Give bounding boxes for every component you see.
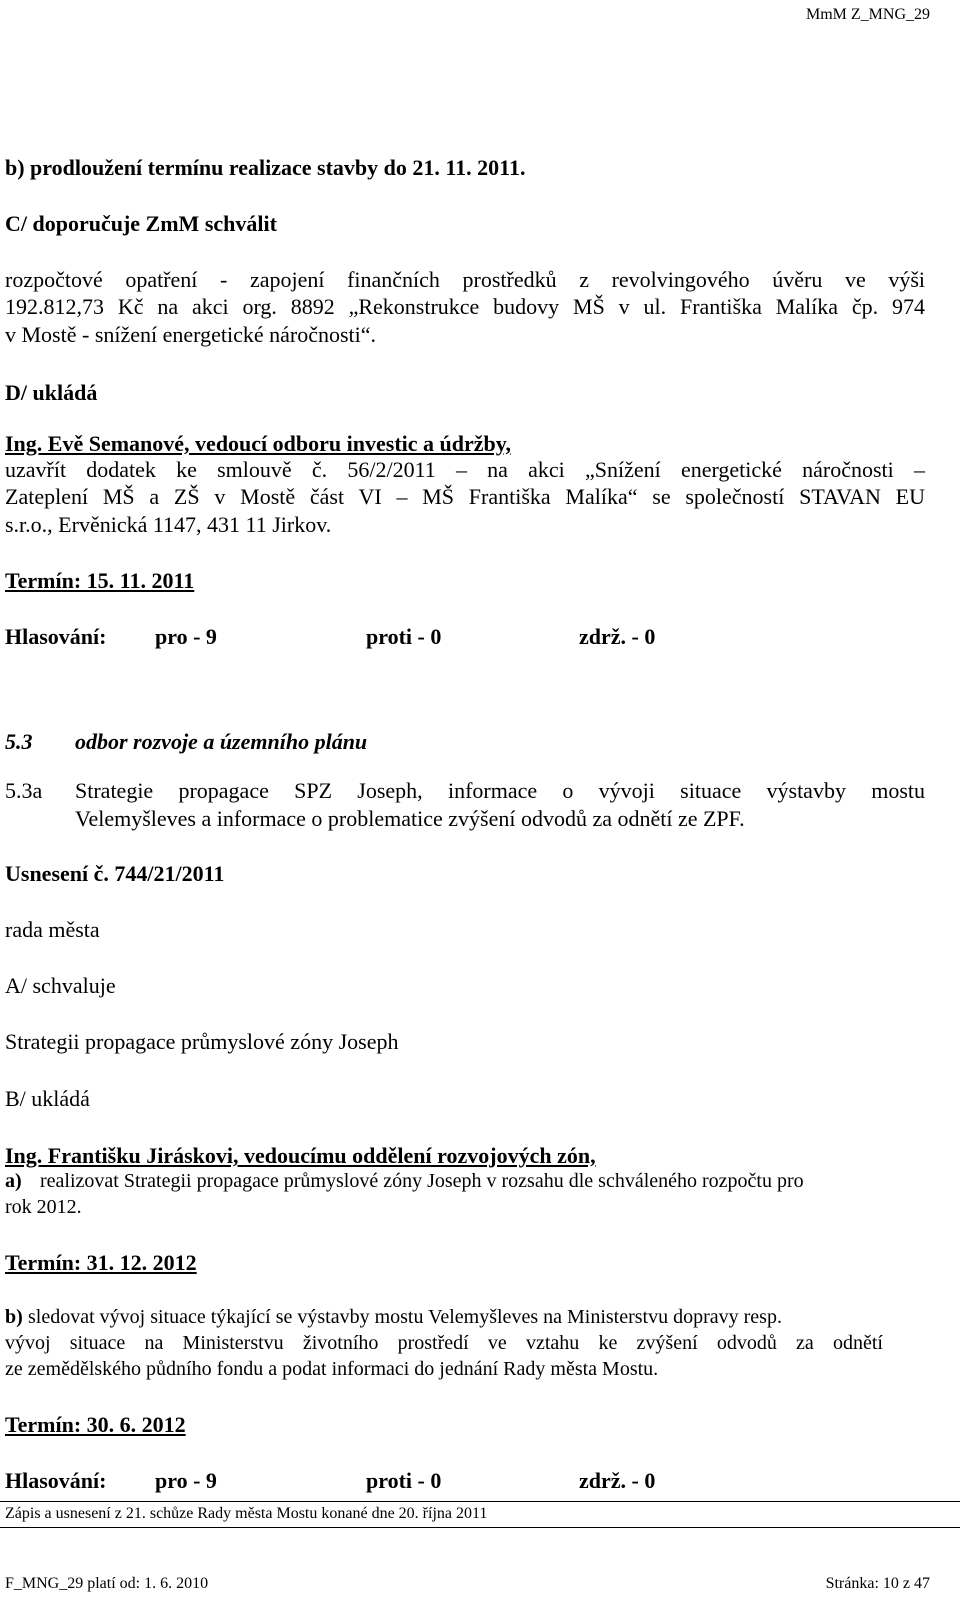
vote-pro: pro - 9 (155, 624, 217, 649)
section-d-line-2: Zateplení MŠ a ZŠ v Mostě část VI – MŠ Františka Malíka“ se společností STAVAN EU (5, 484, 925, 509)
responsible-person: Ing. Františku Jiráskovi, vedoucímu oddělení rozvojových zón, (5, 1143, 596, 1168)
document-code: MmM Z_MNG_29 (805, 6, 930, 23)
tasks-heading: B/ ukládá (5, 1086, 90, 1111)
task-b-line-1: sledovat vývoj situace týkající se výstavby mostu Velemyšleves na Ministerstvu dopravy resp. (28, 1306, 782, 1328)
extension-text: b) prodloužení termínu realizace stavby do 21. 11. 2011. (5, 155, 526, 180)
vote-proti: proti - 0 (366, 624, 442, 649)
task-b-label: b) (5, 1306, 23, 1328)
footer-divider (0, 1527, 960, 1528)
task-b-line-3: ze zemědělského půdního fondu a podat informaci do jednání Rady města Mostu. (5, 1358, 659, 1380)
section-c-line-3: v Mostě - snížení energetické náročnosti“. (5, 322, 377, 347)
section-d-line-3: s.r.o., Ervěnická 1147, 431 11 Jirkov. (5, 512, 332, 537)
item-title-line-1: Strategie propagace SPZ Joseph, informace o vývoji situace výstavby mostu (75, 778, 925, 803)
deadline: Termín: 31. 12. 2012 (5, 1250, 197, 1275)
deadline: Termín: 30. 6. 2012 (5, 1412, 186, 1437)
vote-pro: pro - 9 (155, 1468, 217, 1493)
section-d-line-1: uzavřít dodatek ke smlouvě č. 56/2/2011 – na akci „Snížení energetické náročnosti – (5, 457, 925, 482)
deadline: Termín: 15. 11. 2011 (5, 568, 195, 593)
vote-label: Hlasování: (5, 624, 107, 649)
section-c-line-1: rozpočtové opatření - zapojení finančních prostředků z revolvingového úvěru ve výši (5, 267, 925, 292)
task-a-line-2: rok 2012. (5, 1196, 82, 1218)
approved-item: Strategii propagace průmyslové zóny Joseph (5, 1029, 399, 1054)
section-title: odbor rozvoje a územního plánu (75, 729, 368, 754)
approves-heading: A/ schvaluje (5, 973, 116, 998)
vote-zdrz: zdrž. - 0 (579, 624, 656, 649)
footer-divider (0, 1501, 960, 1502)
task-a-label: a) (5, 1170, 22, 1192)
footer-minutes: Zápis a usnesení z 21. schůze Rady města Mostu konané dne 20. října 2011 (5, 1505, 488, 1522)
extension-item (5, 155, 525, 181)
section-number: 5.3 (5, 729, 33, 754)
vote-label: Hlasování: (5, 1468, 107, 1493)
item-title-line-2: Velemyšleves a informace o problematice zvýšení odvodů za odnětí ze ZPF. (75, 806, 745, 831)
section-c-heading: C/ doporučuje ZmM schválit (5, 211, 277, 236)
section-d-heading: D/ ukládá (5, 380, 98, 405)
footer-form-validity: F_MNG_29 platí od: 1. 6. 2010 (5, 1575, 209, 1592)
footer-page-number: Stránka: 10 z 47 (825, 1575, 930, 1592)
vote-zdrz: zdrž. - 0 (579, 1468, 656, 1493)
resolution-number: Usnesení č. 744/21/2011 (5, 861, 225, 886)
task-b-line-2: vývoj situace na Ministerstvu životního prostředí ve vztahu ke zvýšení odvodů za odnětí (5, 1332, 883, 1354)
section-c-line-2: 192.812,73 Kč na akci org. 8892 „Rekonstrukce budovy MŠ v ul. Františka Malíka čp. 974 (5, 294, 925, 319)
responsible-person: Ing. Evě Semanové, vedoucí odboru investic a údržby, (5, 431, 512, 456)
item-number: 5.3a (5, 778, 43, 803)
resolution-body: rada města (5, 917, 100, 942)
vote-proti: proti - 0 (366, 1468, 442, 1493)
task-a-line-1: realizovat Strategii propagace průmyslové zóny Joseph v rozsahu dle schváleného rozpočtu pro (40, 1170, 804, 1192)
